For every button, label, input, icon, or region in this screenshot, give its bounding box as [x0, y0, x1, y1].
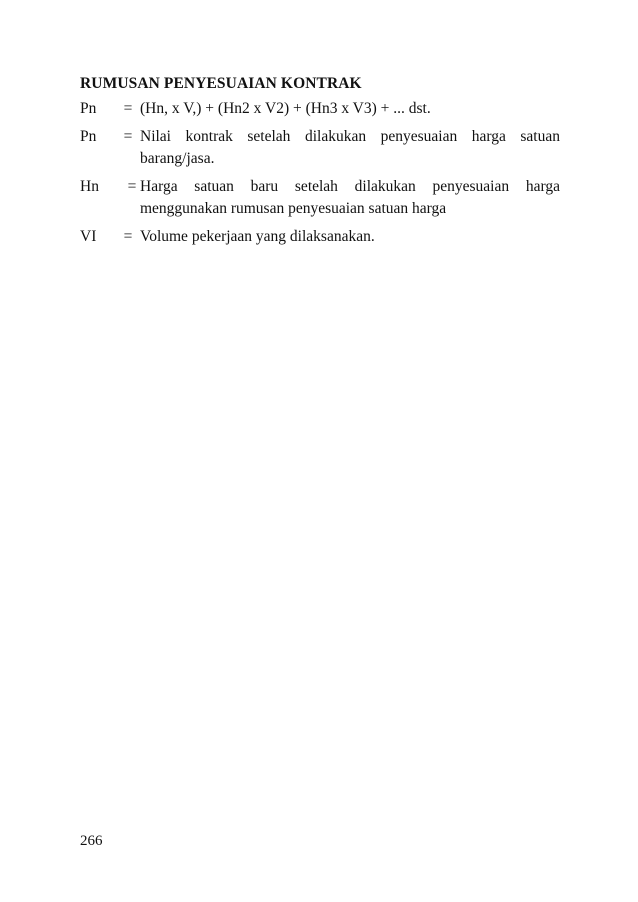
equals-sign: =: [123, 100, 133, 117]
definition-term: VI: [80, 228, 97, 245]
page-number: 266: [80, 833, 103, 849]
definition-row: [80, 226, 560, 248]
definition-description: Volume pekerjaan yang dilaksanakan.: [140, 228, 375, 245]
definition-row: [80, 98, 560, 120]
definition-term: Hn: [80, 178, 99, 195]
section-heading: RUMUSAN PENYESUAIAN KONTRAK: [80, 75, 362, 92]
definition-term: Pn: [80, 128, 97, 145]
equals-sign: =: [123, 228, 133, 245]
equals-sign: =: [127, 178, 137, 195]
definition-description: (Hn, x V,) + (Hn2 x V2) + (Hn3 x V3) + ... dst.: [140, 100, 431, 117]
definition-description: Harga satuan baru setelah dilakukan penyesuaian harga menggunakan rumusan penyesuaian satuan harga: [140, 178, 560, 217]
equals-sign: =: [123, 128, 133, 145]
definition-description: Nilai kontrak setelah dilakukan penyesuaian harga satuan barang/jasa.: [140, 128, 560, 167]
definition-list: [80, 98, 560, 254]
definition-row: [80, 126, 560, 170]
definition-row: [80, 176, 560, 220]
definition-term: Pn: [80, 100, 97, 117]
